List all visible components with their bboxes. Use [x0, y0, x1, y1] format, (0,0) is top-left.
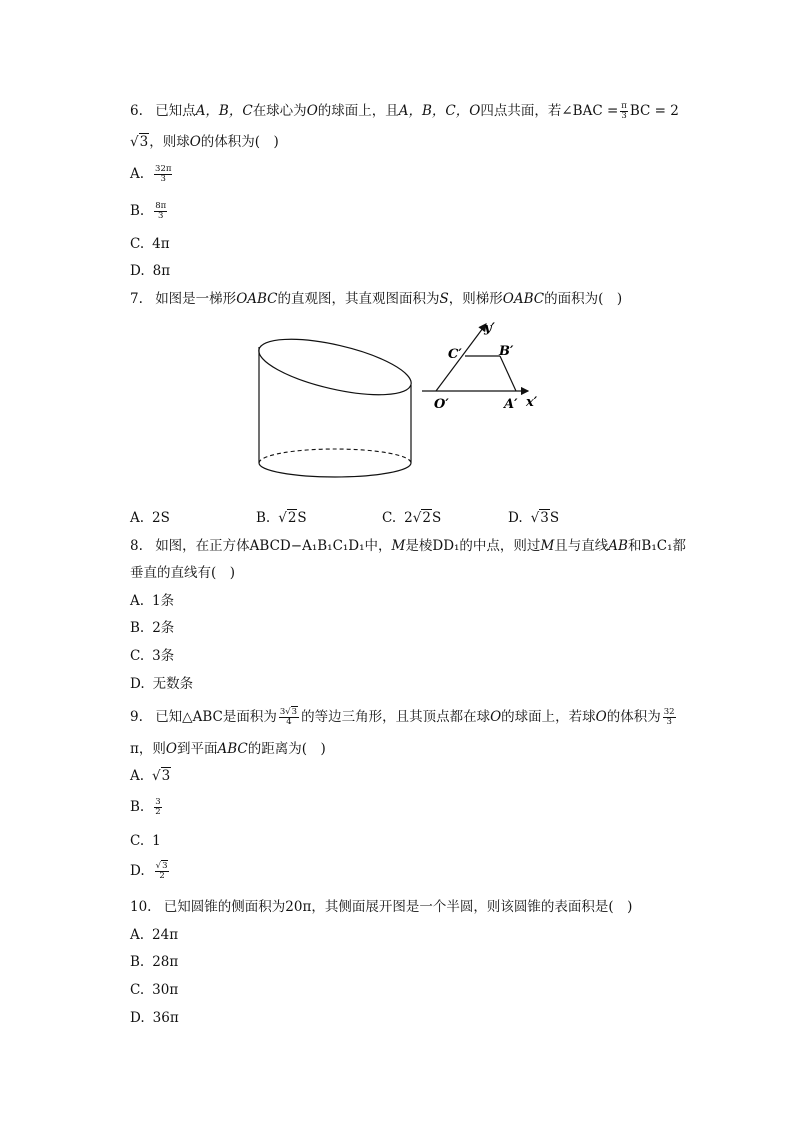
label-y: y′ [484, 321, 495, 336]
q9-line2-o: O [165, 741, 177, 757]
q6-stem-line1 [130, 102, 679, 121]
q7-stem-c: ，则梯形 [448, 291, 503, 307]
q7-s: S [439, 291, 449, 307]
q6-four-points: A，B，C，O [398, 103, 481, 119]
q9-number: 9. [130, 709, 143, 725]
q9-o: O [490, 709, 502, 725]
q9-option-d[interactable]: D. $\frac{√3}{2}$ [130, 861, 168, 881]
q6-sqrt: √3 [130, 134, 149, 150]
q7-option-c[interactable]: C. 2√2S [382, 510, 442, 526]
q6-line2-o: O [189, 134, 201, 150]
q9-option-b[interactable]: B. $\frac{3}{2}$ [130, 797, 161, 817]
q9-option-a[interactable]: A. √3 [130, 768, 171, 784]
q7-trapezoid-figure [420, 318, 550, 413]
q9-line2-b: 到平面 [176, 741, 218, 757]
q9-option-c[interactable]: C. 1 [130, 833, 161, 849]
q9-volume-fraction: $\frac{32}{3}$ [663, 707, 675, 727]
q10-option-c[interactable]: C. 30π [130, 982, 179, 998]
q7-option-a[interactable]: A. 2S [130, 510, 170, 526]
q10-stem [130, 898, 632, 916]
label-a: A′ [504, 397, 518, 412]
q7-oabc: OABC [236, 291, 278, 307]
q9-stem-c: 的球面上，若球 [501, 709, 596, 725]
q6-line2-text: ，则球 [149, 134, 190, 150]
q8-ab: AB [608, 538, 628, 554]
q6-number: 6. [130, 103, 143, 119]
q8-option-c[interactable]: C. 3条 [130, 648, 175, 664]
q9-area-fraction: $\frac{3√3}{4}$ [279, 707, 298, 727]
q6-option-d[interactable]: D. 8π [130, 263, 171, 279]
label-b: B′ [499, 344, 514, 359]
q8-stem-line1 [130, 537, 686, 555]
q6-angle-fraction: $\frac{\pi}{3}$ [621, 101, 627, 121]
q7-cylinder-figure [250, 330, 420, 480]
q9-line2-abc: ABC [217, 741, 248, 757]
cylinder-top-ellipse [254, 330, 416, 406]
q9-line2-c: 的距离为( ) [247, 741, 326, 757]
q6-line2-end: 的体积为( ) [200, 134, 279, 150]
q7-number: 7. [130, 291, 143, 307]
q8-stem-line2: 垂直的直线有( ) [130, 565, 236, 581]
q7-stem-d: 的面积为( ) [544, 291, 623, 307]
q9-o2: O [595, 709, 607, 725]
q6-option-b[interactable]: B. $\frac{8\pi}{3}$ [130, 201, 167, 221]
q7-stem [130, 290, 622, 308]
q6-stem-b: 在球心为 [252, 103, 307, 119]
label-c: C′ [448, 347, 462, 362]
q9-stem-d: 的体积为 [606, 709, 661, 725]
q9-stem-line2 [130, 740, 326, 758]
label-x: x′ [526, 395, 538, 410]
q10-option-d[interactable]: D. 36π [130, 1010, 179, 1026]
q8-stem-b: 是棱DD₁的中点，则过 [405, 538, 541, 554]
q6-center-o: O [306, 103, 318, 119]
q10-option-a[interactable]: A. 24π [130, 927, 179, 943]
q10-number: 10. [130, 899, 152, 915]
q8-m2: M [540, 538, 555, 554]
q6-stem-d: 四点共面，若∠BAC = [480, 103, 619, 119]
q6-points: A，B，C [195, 103, 253, 119]
label-o: O′ [434, 397, 449, 412]
q6-stem-line2 [130, 133, 279, 151]
q9-line2-a: π，则 [130, 741, 166, 757]
q10-option-b[interactable]: B. 28π [130, 954, 179, 970]
q9-stem-line1 [130, 708, 678, 727]
q7-stem-b: 的直观图，其直观图面积为 [277, 291, 440, 307]
q8-stem-a: 如图，在正方体ABCD−A₁B₁C₁D₁中， [155, 538, 392, 554]
cylinder-bottom-front [259, 463, 411, 477]
q7-stem-a: 如图是一梯形 [155, 291, 237, 307]
q7-oabc2: OABC [502, 291, 545, 307]
q8-option-d[interactable]: D. 无数条 [130, 676, 194, 692]
q7-option-d[interactable]: D. √3S [508, 510, 560, 526]
q8-option-b[interactable]: B. 2条 [130, 620, 175, 636]
q6-option-a[interactable]: A. $\frac{32\pi}{3}$ [130, 164, 172, 184]
q6-option-c[interactable]: C. 4π [130, 236, 170, 252]
q6-stem-a: 已知点 [155, 103, 196, 119]
q8-m: M [391, 538, 406, 554]
trapezoid-right-edge [500, 356, 516, 391]
q6-bc-text: BC = 2 [629, 103, 679, 119]
q8-option-a[interactable]: A. 1条 [130, 593, 175, 609]
q6-stem-c: 的球面上，且 [317, 103, 399, 119]
q7-option-b[interactable]: B. √2S [256, 510, 307, 526]
cylinder-bottom-back [259, 449, 411, 463]
q8-stem-d: 和B₁C₁都 [627, 538, 687, 554]
q8-number: 8. [130, 538, 143, 554]
q9-stem-b: 的等边三角形，且其顶点都在球 [301, 709, 491, 725]
q10-stem-text: 已知圆锥的侧面积为20π，其侧面展开图是一个半圆，则该圆锥的表面积是( ) [163, 899, 633, 915]
q8-stem-c: 且与直线 [554, 538, 609, 554]
q9-stem-a: 已知△ABC是面积为 [155, 709, 277, 725]
